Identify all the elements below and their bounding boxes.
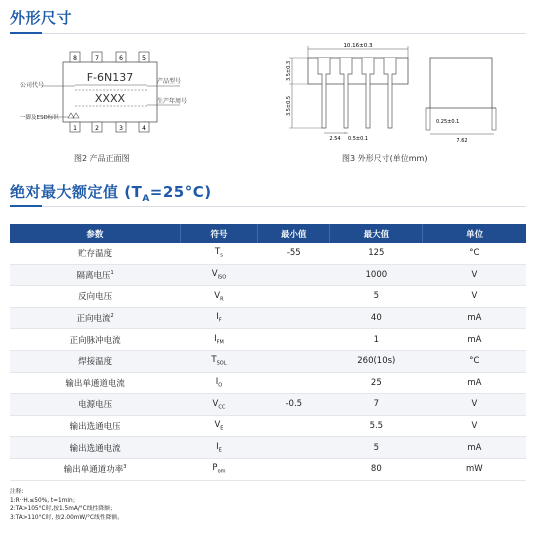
table-row [10, 394, 526, 416]
label-pin1-esd: 一脚及ESD标识 [20, 115, 59, 121]
label-date-code: 生产年周号 [157, 98, 188, 105]
fig3-caption: 图3 外形尺寸(单位mm) [342, 154, 428, 163]
symbol-subscript: ISO [217, 274, 227, 281]
param-cell [10, 350, 180, 372]
header-parameter: 参数 [10, 224, 180, 243]
table-row [10, 329, 526, 351]
symbol-main: P [212, 463, 218, 474]
symbol-main: I [216, 312, 219, 323]
max-cell: 40 [330, 307, 423, 329]
symbol-cell [180, 394, 257, 416]
min-cell: -0.5 [258, 394, 330, 416]
table-row [10, 437, 526, 459]
header-unit: 单位 [423, 224, 526, 243]
fig2-caption: 图2 产品正面图 [74, 154, 130, 163]
symbol-cell [180, 307, 257, 329]
unit-cell: mW [423, 458, 526, 480]
ratings-title-tail: =25°C) [149, 183, 212, 201]
unit-cell: mA [423, 437, 526, 459]
param-footnote: 2 [110, 313, 114, 320]
symbol-main: I [214, 333, 217, 344]
pin-5-label: 5 [142, 55, 146, 62]
param-cell [10, 286, 180, 308]
section-title-ratings [10, 181, 212, 204]
symbol-subscript: F [218, 317, 222, 324]
unit-cell: mA [423, 372, 526, 394]
unit-cell: V [423, 286, 526, 308]
param-text: 反向电压 [78, 292, 113, 303]
param-text: 输出单通道功率 [63, 465, 124, 476]
param-cell [10, 415, 180, 437]
table-row [10, 458, 526, 480]
symbol-subscript: CC [218, 404, 226, 411]
table-row [10, 286, 526, 308]
max-cell: 260(10s) [330, 350, 423, 372]
pin-1-label: 1 [73, 125, 77, 132]
symbol-main: T [215, 247, 221, 258]
symbol-main: V [211, 269, 218, 280]
unit-cell: V [423, 264, 526, 286]
param-cell [10, 372, 180, 394]
symbol-cell [180, 415, 257, 437]
param-cell [10, 394, 180, 416]
param-text: 贮存温度 [78, 249, 113, 260]
ratings-title-main: 绝对最大额定值 (T [10, 183, 143, 201]
param-text: 隔离电压 [76, 270, 111, 281]
unit-cell: °C [423, 243, 526, 264]
param-cell [10, 458, 180, 480]
label-product-model: 产品型号 [157, 78, 182, 85]
table-row [10, 415, 526, 437]
max-cell: 5 [330, 437, 423, 459]
param-text: 电源电压 [78, 400, 113, 411]
unit-cell: V [423, 415, 526, 437]
unit-cell: °C [423, 350, 526, 372]
param-text: 输出选通电压 [69, 422, 121, 433]
symbol-subscript: O [218, 382, 223, 389]
note-3: 3:TA>110°C时, 按2.00mW/°C线性降额。 [10, 514, 124, 521]
table-header-row [10, 224, 526, 243]
param-text: 正向脉冲电流 [69, 335, 121, 346]
max-cell: 1 [330, 329, 423, 351]
section-underline [10, 205, 42, 207]
max-cell: 80 [330, 458, 423, 480]
symbol-main: V [212, 398, 219, 409]
notes-title: 注释: [10, 489, 24, 495]
pin-8-label: 8 [73, 55, 77, 62]
dim-row-spacing: 7.62 [456, 138, 468, 144]
symbol-subscript: om [217, 469, 226, 476]
symbol-subscript: FM [216, 339, 224, 346]
symbol-main: V [214, 290, 221, 301]
header-symbol: 符号 [180, 224, 257, 243]
symbol-main: V [214, 420, 221, 431]
pin-4-label: 4 [142, 125, 146, 132]
outline-dimensions-figure [280, 38, 510, 150]
symbol-cell [180, 286, 257, 308]
table-row [10, 350, 526, 372]
symbol-cell [180, 437, 257, 459]
min-cell [258, 458, 330, 480]
max-cell: 125 [330, 243, 423, 264]
header-max: 最大值 [330, 224, 423, 243]
symbol-main: I [216, 441, 219, 452]
dim-pitch: 2.54 [329, 136, 341, 142]
symbol-main: T [211, 355, 217, 366]
bottom-pins [70, 122, 149, 132]
min-cell [258, 372, 330, 394]
min-cell [258, 415, 330, 437]
min-cell [258, 437, 330, 459]
notes [10, 488, 123, 522]
product-front-view-figure [20, 45, 200, 145]
table-row [10, 307, 526, 329]
param-cell [10, 329, 180, 351]
ratings-title-sub: A [142, 194, 150, 204]
dim-lead-width: 0.5±0.1 [347, 136, 369, 142]
table-row [10, 243, 526, 264]
note-2: 2:TA>105°C时,按1.5mA/°C线性降额； [10, 506, 116, 512]
param-cell [10, 307, 180, 329]
unit-cell: V [423, 394, 526, 416]
symbol-main: I [215, 377, 219, 388]
max-cell: 25 [330, 372, 423, 394]
label-company-code: 公司代号 [20, 82, 45, 89]
section-title-dimensions: 外形尺寸 [10, 9, 73, 27]
dim-lead-length: 3.5±0.5 [286, 95, 292, 117]
part-number-marking: F-6N137 [86, 71, 134, 84]
dim-thickness: 0.25±0.1 [436, 119, 460, 125]
table-row [10, 264, 526, 286]
param-footnote: 3 [123, 464, 127, 471]
symbol-subscript: s [220, 253, 223, 260]
min-cell [258, 307, 330, 329]
symbol-subscript: R [220, 296, 224, 303]
min-cell [258, 350, 330, 372]
top-pins [70, 52, 149, 62]
param-text: 正向电流 [76, 314, 111, 325]
param-cell [10, 437, 180, 459]
pin-3-label: 3 [119, 125, 123, 132]
min-cell [258, 264, 330, 286]
param-text: 焊接温度 [78, 357, 113, 368]
symbol-cell [180, 350, 257, 372]
max-cell: 7 [330, 394, 423, 416]
ratings-table [10, 224, 526, 481]
pin-7-label: 7 [95, 55, 99, 62]
max-cell: 1000 [330, 264, 423, 286]
dim-length: 10.16±0.3 [343, 43, 373, 49]
symbol-cell [180, 372, 257, 394]
section-rule [42, 206, 526, 207]
symbol-cell [180, 329, 257, 351]
min-cell: -55 [258, 243, 330, 264]
pin-2-label: 2 [95, 125, 99, 132]
param-text: 输出选通电流 [69, 443, 121, 454]
param-cell [10, 243, 180, 264]
dim-height: 3.5±0.3 [286, 60, 292, 82]
param-footnote: 1 [110, 270, 114, 277]
header-min: 最小值 [258, 224, 330, 243]
date-code-marking: XXXX [94, 92, 126, 105]
max-cell: 5 [330, 286, 423, 308]
unit-cell: mA [423, 307, 526, 329]
param-cell [10, 264, 180, 286]
symbol-subscript: E [220, 425, 224, 432]
section-underline [10, 32, 42, 34]
unit-cell: mA [423, 329, 526, 351]
pin-6-label: 6 [119, 55, 123, 62]
symbol-subscript: E [218, 447, 222, 454]
symbol-subscript: SOL [216, 361, 227, 368]
note-1: 1:R··H.≤50%, t=1min； [10, 497, 79, 504]
table-row [10, 372, 526, 394]
symbol-cell [180, 264, 257, 286]
param-text: 输出单通道电流 [65, 378, 125, 389]
max-cell: 5.5 [330, 415, 423, 437]
section-rule [42, 33, 526, 34]
symbol-cell [180, 243, 257, 264]
min-cell [258, 286, 330, 308]
symbol-cell [180, 458, 257, 480]
min-cell [258, 329, 330, 351]
